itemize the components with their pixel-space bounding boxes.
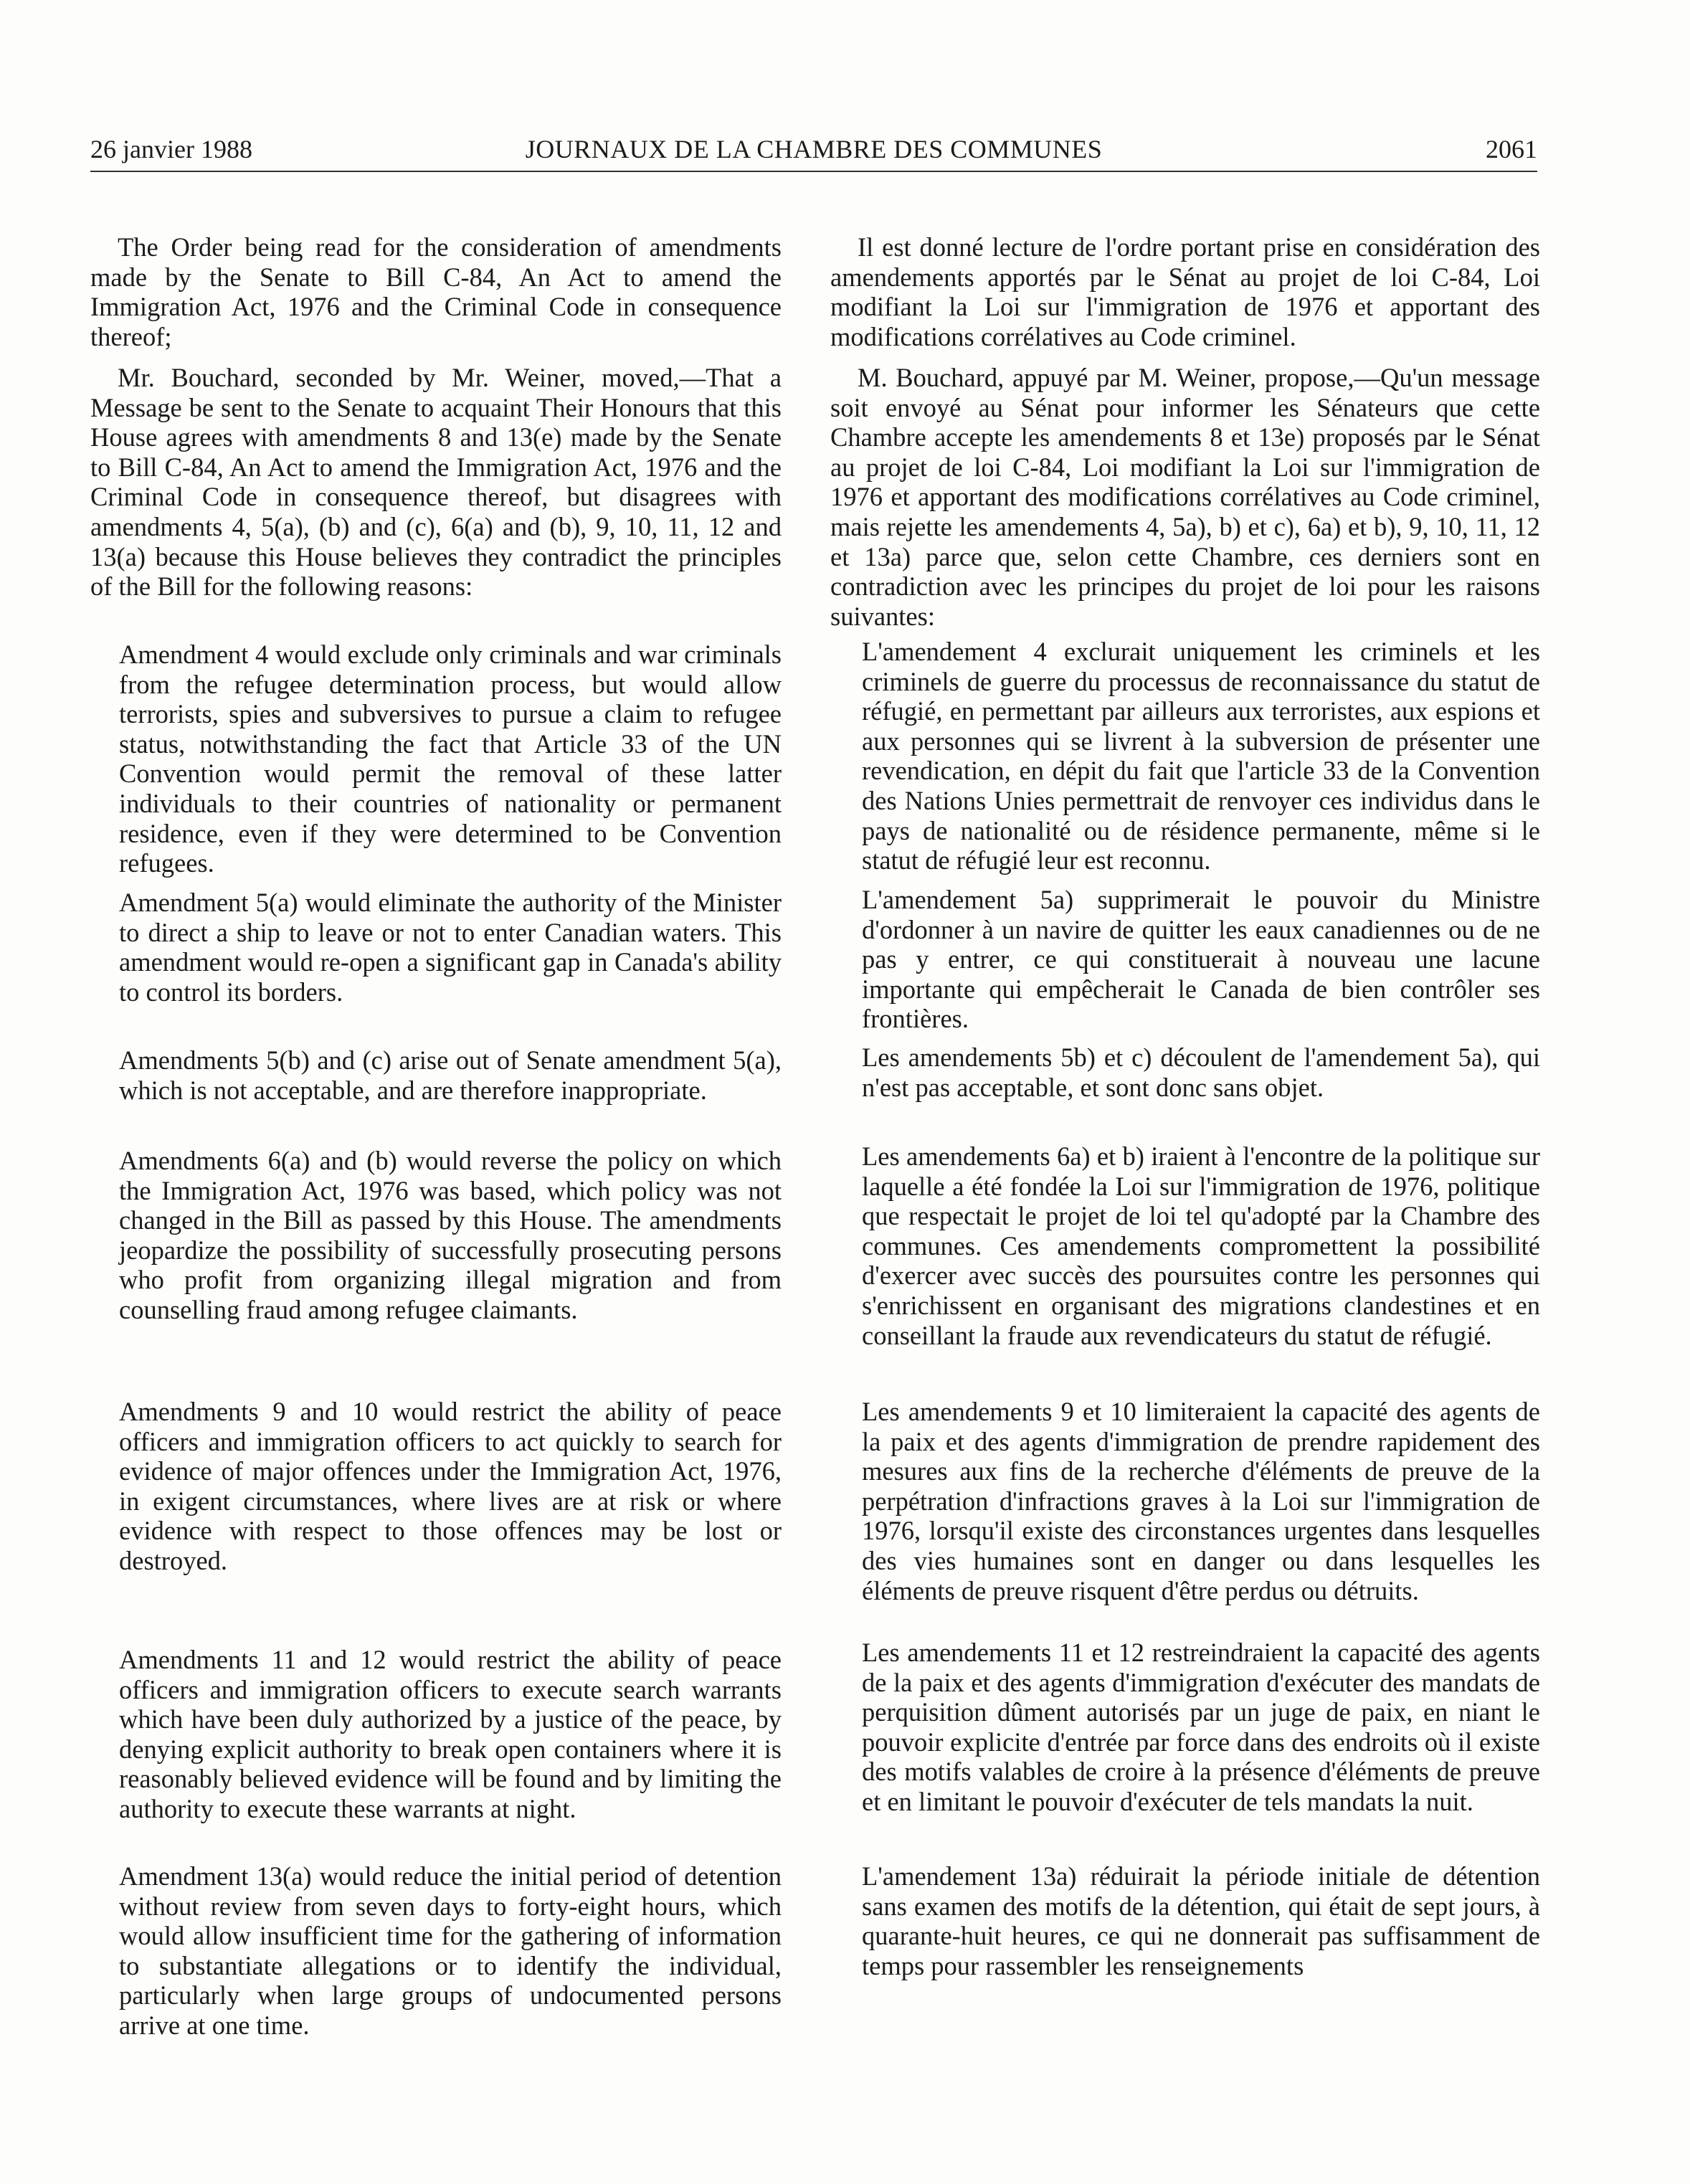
header-date: 26 janvier 1988 (90, 135, 252, 163)
amendment-paragraph: L'amendement 13a) réduirait la période initiale de détention sans examen des motifs de la détention, qui était de sept jours, à quarante-huit heures, ce qui ne donnerait pas suffisamment de temps pour rassembler les renseignements (862, 1861, 1540, 1980)
amendment-paragraph: Amendments 11 and 12 would restrict the ability of peace officers and immigration officers to execute search warrants which have been duly authorized by a justice of the peace, by denying explicit authority to break open containers where it is reasonably believed evidence will be found and by limiting the authority to execute these warrants at night. (119, 1645, 782, 1823)
amendment-paragraph: Les amendements 5b) et c) découlent de l'amendement 5a), qui n'est pas acceptable, et sont donc sans objet. (862, 1043, 1540, 1102)
amendment-paragraph: L'amendement 5a) supprimerait le pouvoir du Ministre d'ordonner à un navire de quitter les eaux canadiennes ou de ne pas y entrer, ce qui constituerait à nouveau une lacune importante qui empêcherait le Canada de bien contrôler ses frontières. (862, 885, 1540, 1034)
amendment-paragraph: Amendment 5(a) would eliminate the authority of the Minister to direct a ship to leave or not to enter Canadian waters. This amendment would re-open a significant gap in Canada's ability to control its borders. (119, 888, 782, 1007)
header-title: JOURNAUX DE LA CHAMBRE DES COMMUNES (525, 135, 1103, 163)
amendment-paragraph: Les amendements 11 et 12 restreindraient la capacité des agents de la paix et des agents d'immigration d'exécuter des mandats de perquisition dûment autorisés par un juge de paix, en niant le pouvoir explicite d'entrée par force dans des endroits où il existe des motifs valables de croire à la présence d'éléments de preuve et en limitant le pouvoir d'exécuter de tels mandats la nuit. (862, 1638, 1540, 1816)
order-read-paragraph: The Order being read for the consideration of amendments made by the Senate to Bill C-84, An Act to amend the Immigration Act, 1976 and the Criminal Code in consequence thereof; (90, 232, 782, 351)
motion-paragraph: Mr. Bouchard, seconded by Mr. Weiner, moved,—That a Message be sent to the Senate to acquaint Their Honours that this House agrees with amendments 8 and 13(e) made by the Senate to Bill C-84, An Act to amend the Immigration Act, 1976 and the Criminal Code in consequence thereof, but disagrees with amendments 4, 5(a), (b) and (c), 6(a) and (b), 9, 10, 11, 12 and 13(a) because this House believes they contradict the principles of the Bill for the following reasons: (90, 363, 782, 602)
amendment-paragraph: Les amendements 6a) et b) iraient à l'encontre de la politique sur laquelle a été fondée la Loi sur l'immigration de 1976, politique que respectait le projet de loi tel qu'adopté par la Chambre des communes. Ces amendements compromettent la possibilité d'exercer avec succès des poursuites contre les personnes qui s'enrichissent en organisant des migrations clandestines et en conseillant la fraude aux revendicateurs du statut de réfugié. (862, 1141, 1540, 1350)
amendment-paragraph: L'amendement 4 exclurait uniquement les criminels et les criminels de guerre du processus de reconnaissance du statut de réfugié, en permettant par ailleurs aux terroristes, aux espions et aux personnes qui se livrent à la subversion de présenter une revendication, en dépit du fait que l'article 33 de la Convention des Nations Unies permettrait de renvoyer ces individus dans le pays de nationalité ou de résidence permanente, même si le statut de réfugié leur est reconnu. (862, 637, 1540, 875)
order-read-paragraph: Il est donné lecture de l'ordre portant prise en considération des amendements apportés par le Sénat au projet de loi C-84, Loi modifiant la Loi sur l'immigration de 1976 et apportant des modifications corrélatives au Code criminel. (830, 232, 1540, 351)
amendment-paragraph: Amendment 13(a) would reduce the initial period of detention without review from seven days to forty-eight hours, which would allow insufficient time for the gathering of information to substantiate allegations or to identify the individual, particularly when large groups of undocumented persons arrive at one time. (119, 1861, 782, 2040)
amendment-paragraph: Amendments 6(a) and (b) would reverse the policy on which the Immigration Act, 1976 was based, which policy was not changed in the Bill as passed by this House. The amendments jeopardize the possibility of successfully prosecuting persons who profit from organizing illegal migration and from counselling fraud among refugee claimants. (119, 1146, 782, 1324)
amendment-paragraph: Amendments 9 and 10 would restrict the ability of peace officers and immigration officers to act quickly to search for evidence of major offences under the Immigration Act, 1976, in exigent circumstances, where lives are at risk or where evidence with respect to those offences may be lost or destroyed. (119, 1397, 782, 1575)
amendment-paragraph: Amendments 5(b) and (c) arise out of Senate amendment 5(a), which is not acceptable, and are therefore inappropriate. (119, 1045, 782, 1105)
motion-paragraph: M. Bouchard, appuyé par M. Weiner, propose,—Qu'un message soit envoyé au Sénat pour informer les Sénateurs que cette Chambre accepte les amendements 8 et 13e) proposés par le Sénat au projet de loi C-84, Loi modifiant la Loi sur l'immigration de 1976 et apportant des modifications corrélatives au Code criminel, mais rejette les amendements 4, 5a), b) et c), 6a) et b), 9, 10, 11, 12 et 13a) parce que, selon cette Chambre, ces derniers sont en contradiction avec les principes du projet de loi pour les raisons suivantes: (830, 363, 1540, 631)
running-header (90, 133, 1537, 172)
page-number: 2061 (1486, 135, 1537, 163)
amendment-paragraph: Les amendements 9 et 10 limiteraient la capacité des agents de la paix et des agents d'immigration de prendre rapidement des mesures aux fins de la recherche d'éléments de preuve de la perpétration d'infractions graves à la Loi sur l'immigration de 1976, lorsqu'il existe des circonstances urgentes dans lesquelles des vies humaines sont en danger ou dans lesquelles les éléments de preuve risquent d'être perdus ou détruits. (862, 1397, 1540, 1605)
amendment-paragraph: Amendment 4 would exclude only criminals and war criminals from the refugee determination process, but would allow terrorists, spies and subversives to pursue a claim to refugee status, notwithstanding the fact that Article 33 of the UN Convention would permit the removal of these latter individuals to their countries of nationality or permanent residence, even if they were determined to be Convention refugees. (119, 640, 782, 878)
